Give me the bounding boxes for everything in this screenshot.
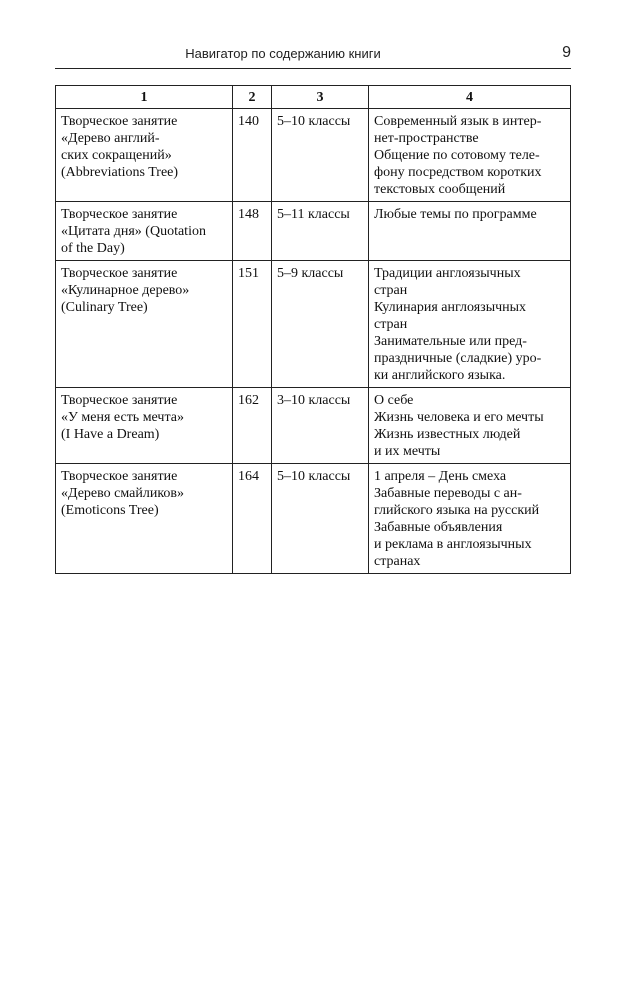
lesson-line: Творческое занятие xyxy=(61,114,178,129)
grades-cell: 5–10 классы xyxy=(272,464,369,574)
lesson-line: (Culinary Tree) xyxy=(61,300,148,315)
table-row xyxy=(56,109,571,202)
page-cell: 140 xyxy=(233,109,272,202)
grades-cell: 5–9 классы xyxy=(272,261,369,388)
topic-line: нет-пространстве xyxy=(374,131,479,146)
topic-line: Занимательные или пред- xyxy=(374,334,527,349)
lesson-line: Творческое занятие xyxy=(61,469,178,484)
topics-cell xyxy=(369,202,571,261)
lesson-cell xyxy=(56,464,233,574)
topic-line: текстовых сообщений xyxy=(374,182,506,197)
table-row xyxy=(56,261,571,388)
running-header xyxy=(55,44,571,69)
topics-cell xyxy=(369,388,571,464)
topic-line: Традиции англоязычных xyxy=(374,266,521,281)
topic-line: глийского языка на русский xyxy=(374,503,540,518)
lesson-line: ских сокращений» xyxy=(61,148,172,163)
lesson-line: Творческое занятие xyxy=(61,266,178,281)
column-header-1: 1 xyxy=(56,86,233,109)
page-cell: 162 xyxy=(233,388,272,464)
lesson-line: «Дерево смайликов» xyxy=(61,486,185,501)
topic-line: праздничные (сладкие) уро- xyxy=(374,351,542,366)
table-row xyxy=(56,464,571,574)
content-navigator-table xyxy=(55,85,571,574)
topic-line: Жизнь человека и его мечты xyxy=(374,410,544,425)
lesson-line: (Emoticons Tree) xyxy=(61,503,159,518)
page-number: 9 xyxy=(562,44,571,61)
running-header-title: Навигатор по содержанию книги xyxy=(185,46,381,61)
topic-line: ки английского языка. xyxy=(374,368,506,383)
topic-line: Любые темы по программе xyxy=(374,207,537,222)
table-header-row xyxy=(56,86,571,109)
page-cell: 164 xyxy=(233,464,272,574)
grades-cell: 5–11 классы xyxy=(272,202,369,261)
lesson-cell xyxy=(56,388,233,464)
topics-cell xyxy=(369,464,571,574)
topic-line: Современный язык в интер- xyxy=(374,114,542,129)
topic-line: Кулинария англоязычных xyxy=(374,300,527,315)
column-header-2: 2 xyxy=(233,86,272,109)
topic-line: и их мечты xyxy=(374,444,441,459)
lesson-line: of the Day) xyxy=(61,241,125,256)
topic-line: Общение по сотовому теле- xyxy=(374,148,540,163)
lesson-line: (Abbreviations Tree) xyxy=(61,165,179,180)
table-row xyxy=(56,202,571,261)
topics-cell xyxy=(369,261,571,388)
lesson-line: (I Have a Dream) xyxy=(61,427,160,442)
lesson-line: Творческое занятие xyxy=(61,207,178,222)
topic-line: Забавные объявления xyxy=(374,520,503,535)
topic-line: стран xyxy=(374,317,408,332)
grades-cell: 5–10 классы xyxy=(272,109,369,202)
topic-line: фону посредством коротких xyxy=(374,165,542,180)
lesson-line: «Кулинарное дерево» xyxy=(61,283,190,298)
topic-line: и реклама в англоязычных xyxy=(374,537,532,552)
page-cell: 148 xyxy=(233,202,272,261)
page-cell: 151 xyxy=(233,261,272,388)
lesson-line: «Цитата дня» (Quotation xyxy=(61,224,206,239)
topics-cell xyxy=(369,109,571,202)
lesson-line: Творческое занятие xyxy=(61,393,178,408)
lesson-cell xyxy=(56,109,233,202)
lesson-cell xyxy=(56,261,233,388)
topic-line: Жизнь известных людей xyxy=(374,427,521,442)
grades-cell: 3–10 классы xyxy=(272,388,369,464)
column-header-3: 3 xyxy=(272,86,369,109)
lesson-line: «У меня есть мечта» xyxy=(61,410,184,425)
table-row xyxy=(56,388,571,464)
topic-line: О себе xyxy=(374,393,414,408)
topic-line: Забавные переводы с ан- xyxy=(374,486,522,501)
column-header-4: 4 xyxy=(369,86,571,109)
topic-line: странах xyxy=(374,554,421,569)
lesson-line: «Дерево англий- xyxy=(61,131,160,146)
topic-line: 1 апреля – День смеха xyxy=(374,469,507,484)
topic-line: стран xyxy=(374,283,408,298)
lesson-cell xyxy=(56,202,233,261)
